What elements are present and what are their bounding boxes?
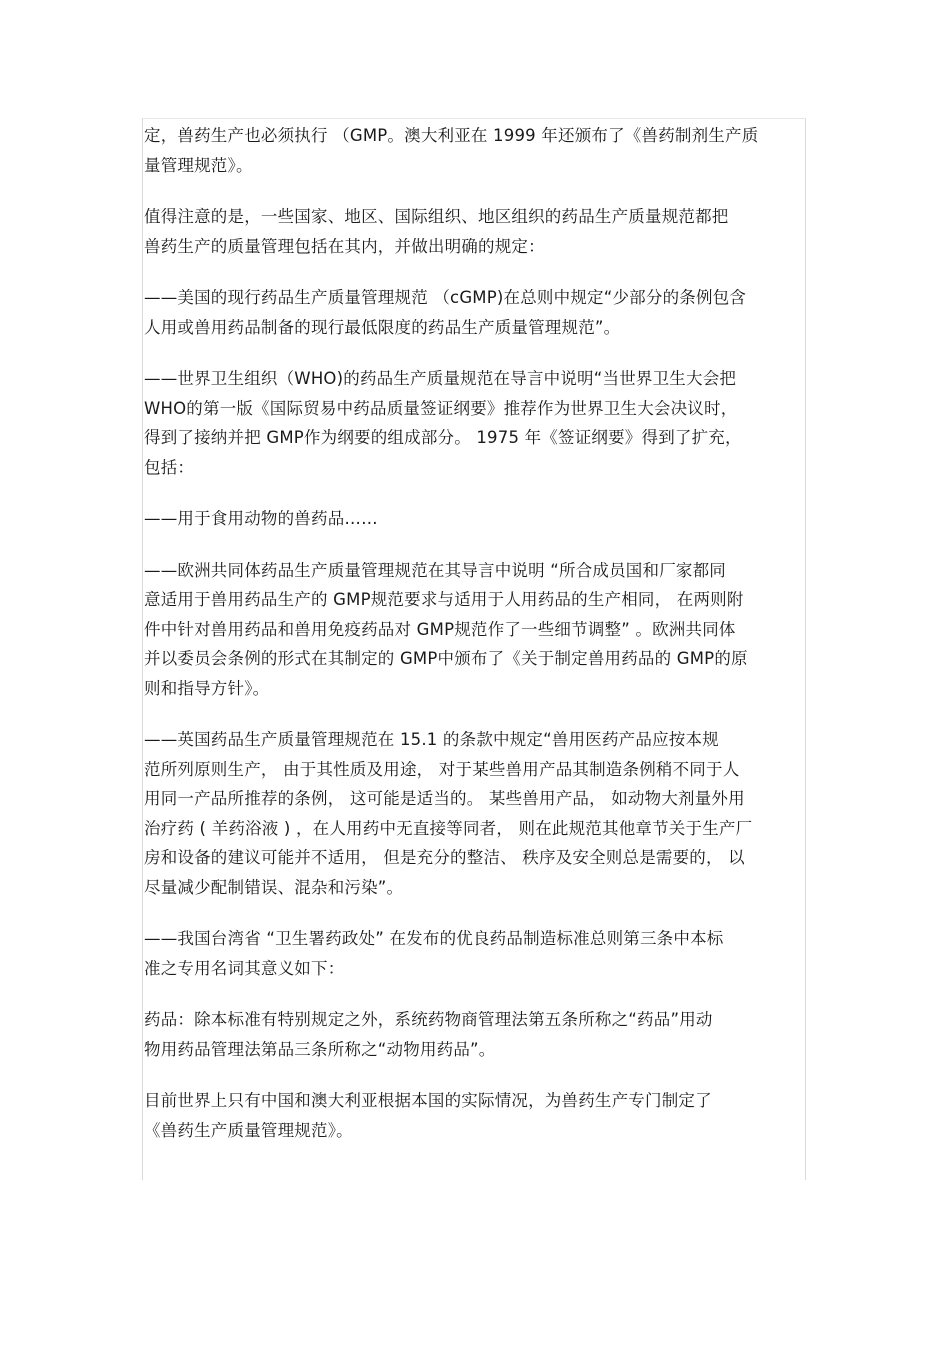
paragraph-eu-gmp: [144, 556, 806, 704]
text-line: ——用于食用动物的兽药品……: [144, 509, 378, 528]
text-line: 兽药生产的质量管理包括在其内，并做出明确的规定：: [144, 236, 545, 256]
text-line: 药品：除本标准有特别规定之外，系统药物商管理法第五条所称之“药品”用动: [144, 1010, 713, 1029]
text-line: 治疗药 ( 羊药浴液 ) ，在人用药中无直接等同者， 则在此规范其他章节关于生产厂: [144, 818, 753, 838]
text-line: 准之专用名词其意义如下：: [144, 958, 345, 978]
document-body: [144, 121, 806, 1167]
text-line: 用同一产品所推荐的条例， 这可能是适当的。 某些兽用产品， 如动物大剂量外用: [144, 789, 745, 808]
text-line: ——世界卫生组织（WHO)的药品生产质量规范在导言中说明“当世界卫生大会把: [144, 369, 737, 388]
text-line: 件中针对兽用药品和兽用免疫药品对 GMP规范作了一些细节调整” 。欧洲共同体: [144, 619, 736, 639]
paragraph-gmp-australia: [144, 121, 806, 180]
text-line: 人用或兽用药品制备的现行最低限度的药品生产质量管理规范”。: [144, 317, 621, 337]
paragraph-who-gmp: [144, 364, 806, 482]
paragraph-drug-definition: [144, 1005, 806, 1064]
text-line: ——英国药品生产质量管理规范在 15.1 的条款中规定“兽用医药产品应按本规: [144, 730, 719, 749]
text-line: 《兽药生产质量管理规范》。: [144, 1120, 353, 1140]
paragraph-intro-note: [144, 202, 806, 261]
text-line: ——美国的现行药品生产质量管理规范 （cGMP)在总则中规定“少部分的条例包含: [144, 288, 747, 307]
text-line: 定，兽药生产也必须执行 （GMP。澳大利亚在 1999 年还颁布了《兽药制剂生产质: [144, 126, 759, 145]
text-line: 并以委员会条例的形式在其制定的 GMP中颁布了《关于制定兽用药品的 GMP的原: [144, 649, 748, 668]
text-line: 范所列原则生产， 由于其性质及用途， 对于某些兽用产品其制造条例稍不同于人: [144, 759, 740, 779]
paragraph-taiwan: [144, 924, 806, 983]
text-line: 量管理规范》。: [144, 155, 253, 175]
text-line: 得到了接纳并把 GMP作为纲要的组成部分。 1975 年《签证纲要》得到了扩充，: [144, 428, 742, 447]
text-line: 则和指导方针》。: [144, 678, 270, 698]
text-line: ——我国台湾省 “卫生署药政处” 在发布的优良药品制造标准总则第三条中本标: [144, 929, 724, 948]
text-line: WHO的第一版《国际贸易中药品质量签证纲要》推荐作为世界卫生大会决议时，: [144, 398, 738, 418]
paragraph-uk-gmp: [144, 725, 806, 902]
text-line: 房和设备的建议可能并不适用， 但是充分的整洁、 秩序及安全则总是需要的， 以: [144, 848, 745, 867]
text-line: ——欧洲共同体药品生产质量管理规范在其导言中说明 “所合成员国和厂家都同: [144, 560, 726, 580]
text-line: 目前世界上只有中国和澳大利亚根据本国的实际情况，为兽药生产专门制定了: [144, 1091, 712, 1110]
text-line: 物用药品管理法第品三条所称之“动物用药品”。: [144, 1039, 496, 1059]
text-line: 包括：: [144, 457, 195, 477]
paragraph-china-australia: [144, 1086, 806, 1145]
text-line: 意适用于兽用药品生产的 GMP规范要求与适用于人用药品的生产相同， 在两则附: [144, 590, 744, 609]
paragraph-us-cgmp: [144, 283, 806, 342]
text-line: 尽量减少配制错误、混杂和污染”。: [144, 877, 404, 897]
paragraph-food-animals: [144, 504, 806, 534]
text-line: 值得注意的是，一些国家、地区、国际组织、地区组织的药品生产质量规范都把: [144, 207, 729, 226]
